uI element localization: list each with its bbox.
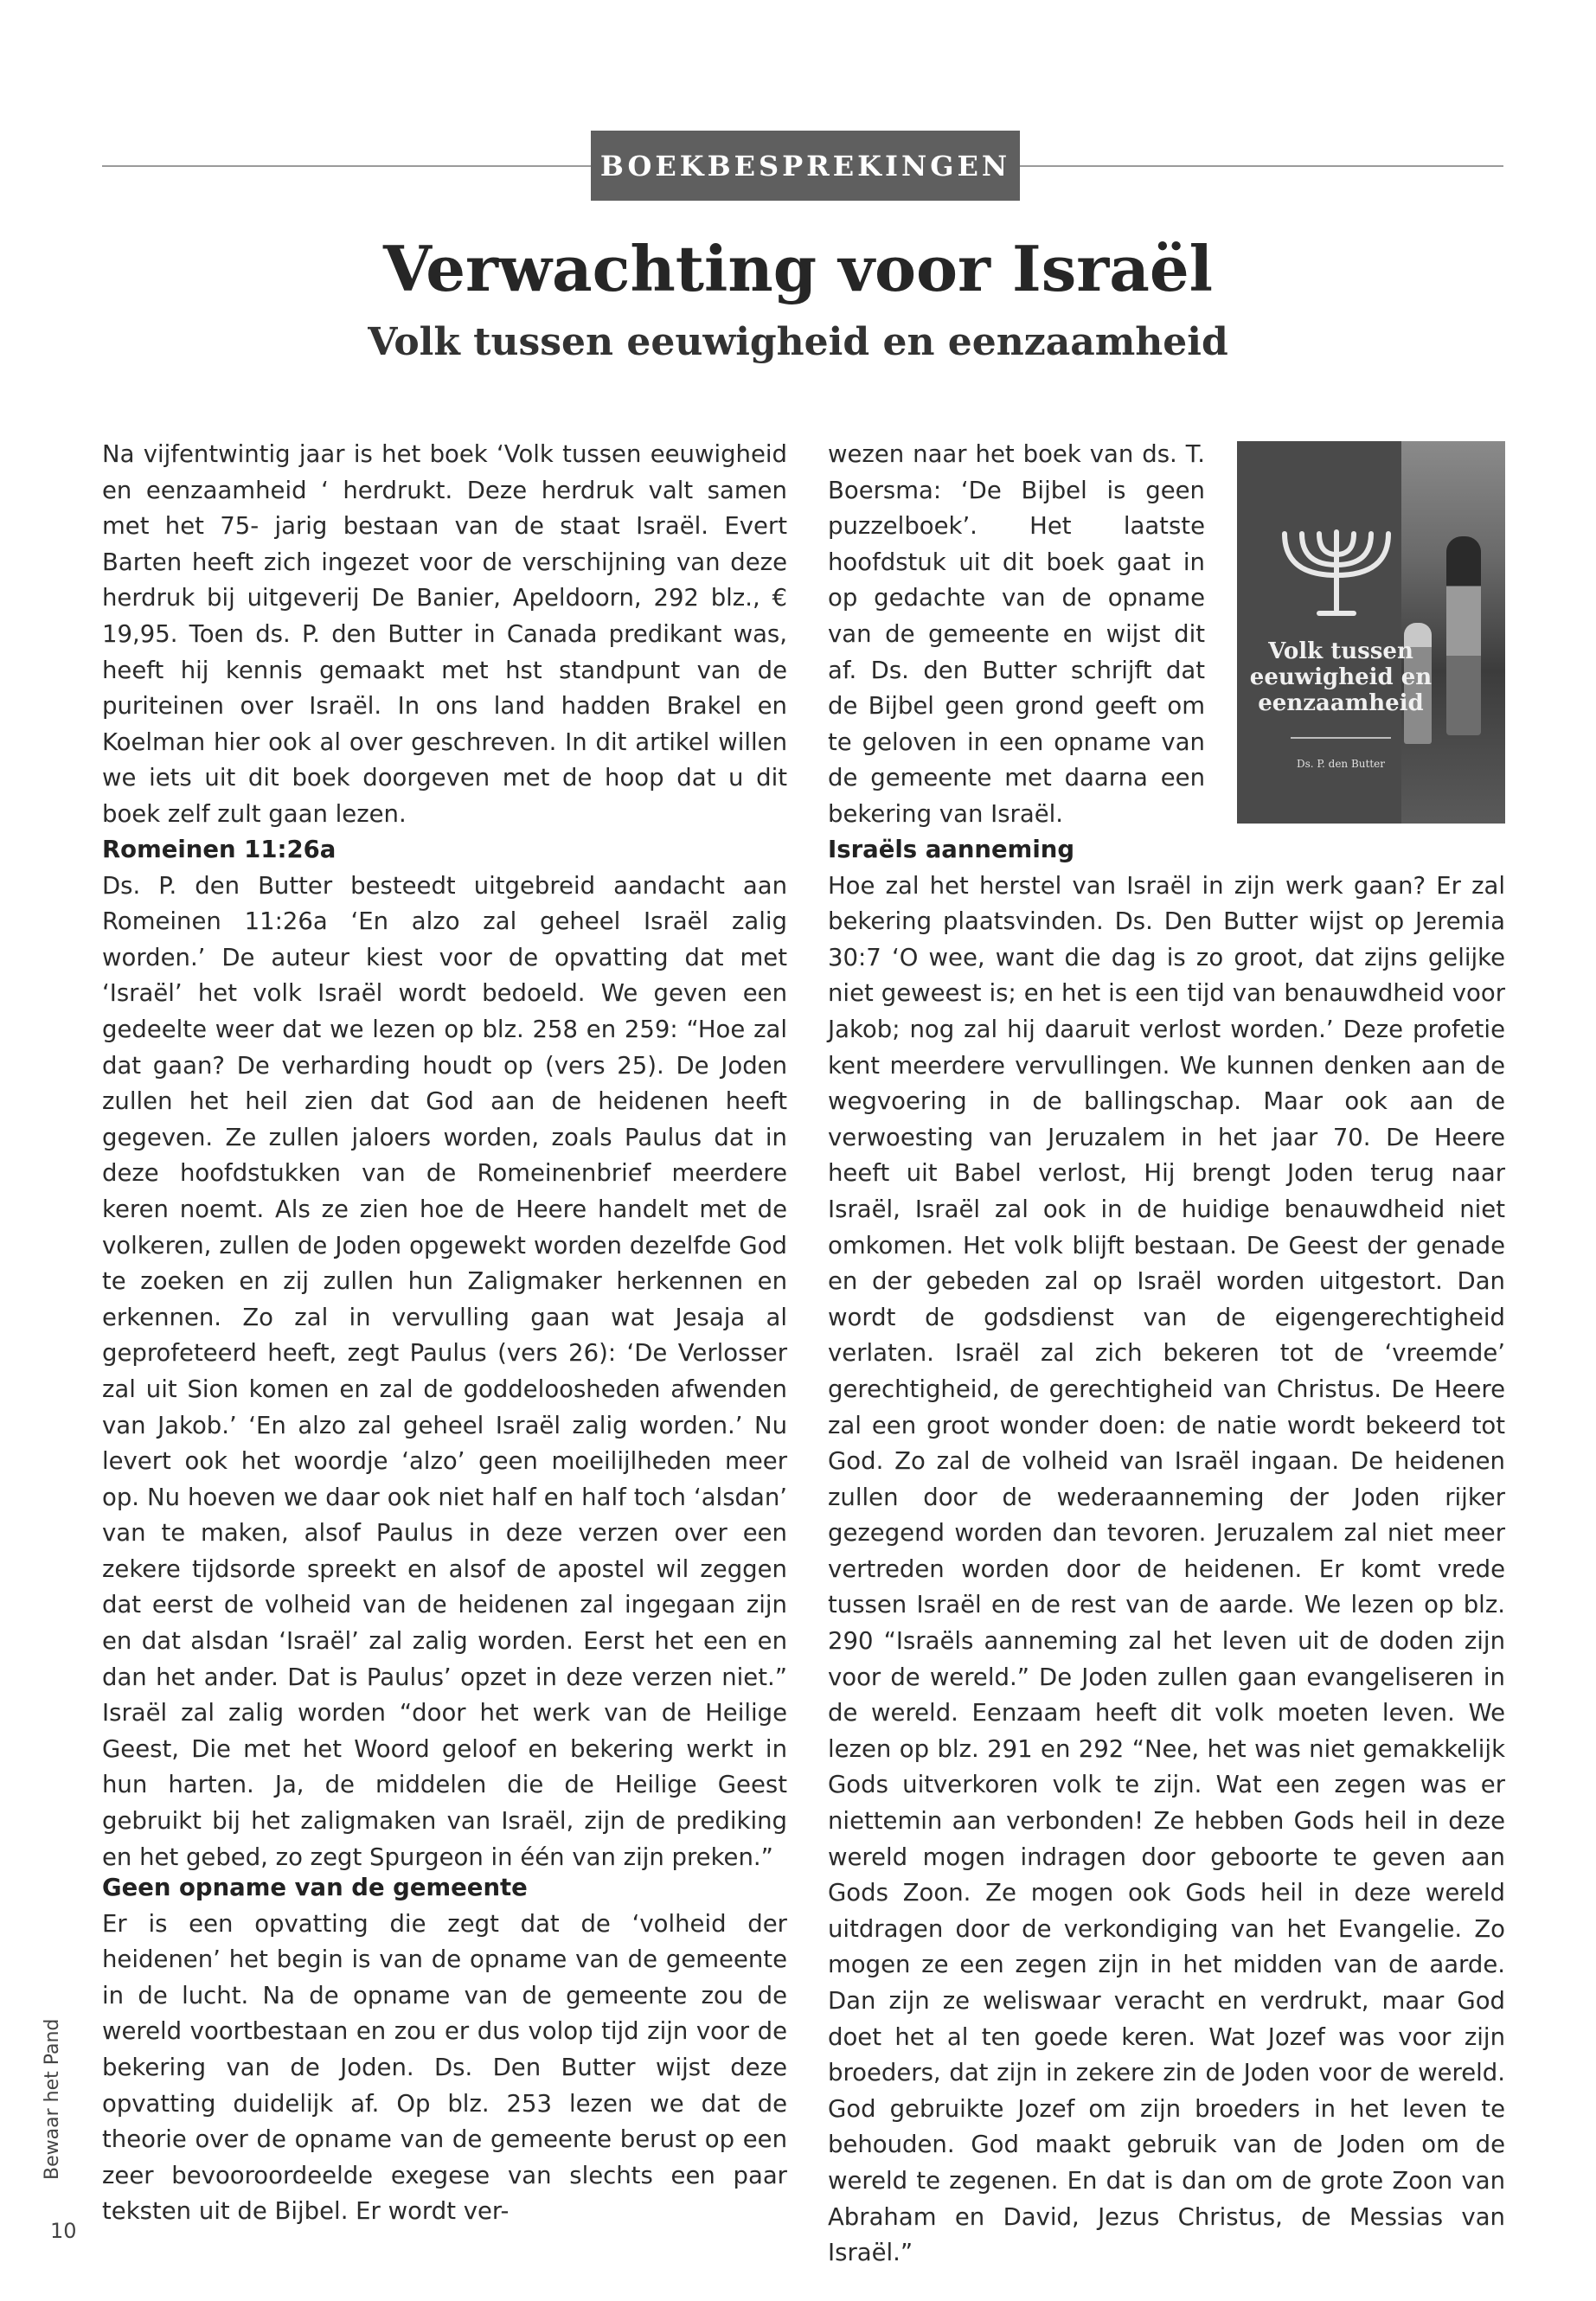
aanneming-section bbox=[828, 832, 1505, 2272]
article-title: Verwachting voor Israël bbox=[382, 232, 1214, 305]
book-cover-image bbox=[1237, 441, 1505, 824]
section-body: Ds. P. den Butter besteedt uitgebreid aandacht aan Romeinen 11:26a ‘En alzo zal geheel Israël zalig worden.’ De auteur kiest voor de opvatting dat met ‘Israël’ het volk Israël wordt bedoeld. We geven een gedeelte weer dat we lezen op blz. 258 en 259: “Hoe zal dat gaan? De verharding houdt op (vers 25). De Joden zullen het heil zien dat God aan de heidenen heeft gegeven. Ze zullen jaloers worden, zoals Paulus dat in deze hoofdstukken van de Romeinenbrief meerdere keren noemt. Als ze zien hoe de Heere handelt met de volkeren, zullen de Joden opgewekt worden dezelfde God te zoeken en zij zullen hun Zaligmaker herkennen en erkennen. Zo zal in vervulling gaan wat Jesaja al geprofeteerd heeft, zegt Paulus (vers 26): ‘De Verlosser zal uit Sion komen en zal de goddeloosheden afwenden van Jakob.’ ‘En alzo zal geheel Israël zalig worden.’ Nu levert ook het woordje ‘alzo’ geen moeilijlheden meer op. Nu hoeven we daar ook niet half en half toch ‘alsdan’ van te maken, alsof Paulus in deze verzen over een zekere tijdsorde spreekt en alsof de apostel wil zeggen dat eerst de volheid van de heidenen zal ingegaan zijn en dat alsdan ‘Israël’ zal zalig worden. Eerst het een en dan het ander. Dat is Paulus’ opzet in deze verzen niet.” Israël zal zalig worden “door het werk van de Heilige Geest, Die met het Woord geloof en bekering werkt in hun harten. Ja, de middelen die de Heilige Geest gebruikt bij het zaligmaken van Israël, zijn de prediking en het gebed, zo zegt Spurgeon in één van zijn preken.” bbox=[102, 871, 787, 1871]
book-cover-person-figure bbox=[1446, 536, 1481, 735]
book-cover-title-line: eenzaamheid bbox=[1258, 690, 1424, 716]
publication-name: Bewaar het Pand bbox=[42, 2018, 63, 2180]
book-cover-title-line: Volk tussen bbox=[1268, 638, 1413, 664]
header-rule-left bbox=[102, 165, 595, 167]
section-heading: Israëls aanneming bbox=[828, 836, 1075, 863]
section-body: Er is een opvatting die zegt dat de ‘volheid der heidenen’ het begin is van de opname van de gemeente in de lucht. Na de opname van de gemeente zou de wereld voortbestaan en zou er dus volop tijd zijn voor de bekering van de Joden. Ds. Den Butter wijst deze opvatting duidelijk af. Op blz. 253 lezen we dat de theorie over de opname van de gemeente berust op een zeer bevooroordeelde exegese van slechts een paar teksten uit de Bijbel. Er wordt ver- bbox=[102, 1909, 787, 2226]
book-cover-title-line: eeuwigheid en bbox=[1249, 664, 1433, 690]
section-heading: Geen opname van de gemeente bbox=[102, 1874, 528, 1901]
section-body: Hoe zal het herstel van Israël in zijn werk gaan? Er zal bekering plaatsvinden. Ds. Den Butter wijst op Jeremia 30:7 ‘O wee, want die dag is zo groot, dat zijns gelijke niet geweest is; en het is een tijd van benauwdheid voor Jakob; nog zal hij daaruit verlost worden.’ Deze profetie kent meerdere vervullingen. We kunnen denken aan de wegvoering in de ballingschap. Maar ook aan de verwoesting van Jeruzalem in het jaar 70. De Heere heeft uit Babel verlost, Hij brengt Joden terug naar Israël, Israël zal ook in de huidige benauwdheid niet omkomen. Het volk blijft bestaan. De Geest der genade en der gebeden zal op Israël worden uitgestort. Dan wordt de godsdienst van de eigengerechtigheid verlaten. Israël zal zich bekeren tot de ‘vreemde’ gerechtigheid, de gerechtigheid van Christus. De Heere zal een groot wonder doen: de natie wordt bekeerd tot God. Zo zal de volheid van Israël ingaan. De heidenen zullen door de wederaanneming der Joden rijker gezegend worden dan tevoren. Jeruzalem zal niet meer vertreden worden door de heidenen. Er komt vrede tussen Israël en de rest van de aarde. We lezen op blz. 290 “Israëls aanneming zal het leven uit de doden zijn voor de wereld.” De Joden zullen gaan evangeliseren in de wereld. Eenzaam heeft dit volk moeten leven. We lezen op blz. 291 en 292 “Nee, het was niet gemakkelijk Gods uitverkoren volk te zijn. Wat een zegen was er niettemin aan verbonden! Ze hebben Gods heil in deze wereld mogen indragen door geboorte te geven aan Gods Zoon. Ze mogen ook Gods heil in deze wereld uitdragen door de verkondiging van het Evangelie. Zo mogen ze een zegen zijn in het midden van de aarde. Dan zijn ze weliswaar veracht en verdrukt, maar God doet het al ten goede keren. Wat Jozef was voor zijn broeders, dat zijn in zekere zin de Joden voor de wereld. God gebruikte Jozef om zijn broeders in het leven te behouden. God maakt gebruik van de Joden om de wereld te zegenen. En dat is dan om de grote Zoon van Abraham en David, Jezus Christus, de Messias van Israël.” bbox=[828, 871, 1505, 2267]
geen-opname-section bbox=[102, 1870, 787, 2230]
menorah-icon bbox=[1272, 523, 1401, 627]
article-subtitle: Volk tussen eeuwigheid en eenzaamheid bbox=[368, 320, 1228, 364]
section-heading: Romeinen 11:26a bbox=[102, 836, 337, 863]
section-tag: BOEKBESPREKINGEN bbox=[591, 131, 1020, 201]
book-cover-divider bbox=[1291, 737, 1391, 739]
book-cover-title bbox=[1246, 638, 1436, 716]
header-rule-right bbox=[1016, 165, 1503, 167]
right-column-top bbox=[828, 437, 1205, 833]
intro-column bbox=[102, 437, 787, 833]
book-cover-author: Ds. P. den Butter bbox=[1296, 758, 1386, 770]
page-number: 10 bbox=[50, 2219, 77, 2243]
geen-opname-continued: wezen naar het boek van ds. T. Boersma: ‘De Bijbel is geen puzzelboek’. Het laatste hoofdstuk uit dit boek gaat in op gedachte van de opname van de gemeente en wijst dit af. Ds. den Butter schrijft dat de Bijbel geen grond geeft om te geloven in een opname van de gemeente met daarna een bekering van Israël. bbox=[828, 440, 1205, 828]
romeinen-section bbox=[102, 832, 787, 1875]
intro-paragraph: Na vijfentwintig jaar is het boek ‘Volk tussen eeuwigheid en eenzaamheid ‘ herdrukt. Deze herdruk valt samen met het 75- jarig bestaan van de staat Israël. Evert Barten heeft zich ingezet voor de verschijning van deze herdruk bij uitgeverij De Banier, Apeldoorn, 292 blz., € 19,95. Toen ds. P. den Butter in Canada predikant was, heeft hij kennis gemaakt met hst standpunt van de puriteinen over Israël. In ons land hadden Brakel en Koelman hier ook al over geschreven. In dit artikel willen we iets uit dit boek doorgeven met de hoop dat u dit boek zelf zult gaan lezen. bbox=[102, 440, 787, 828]
